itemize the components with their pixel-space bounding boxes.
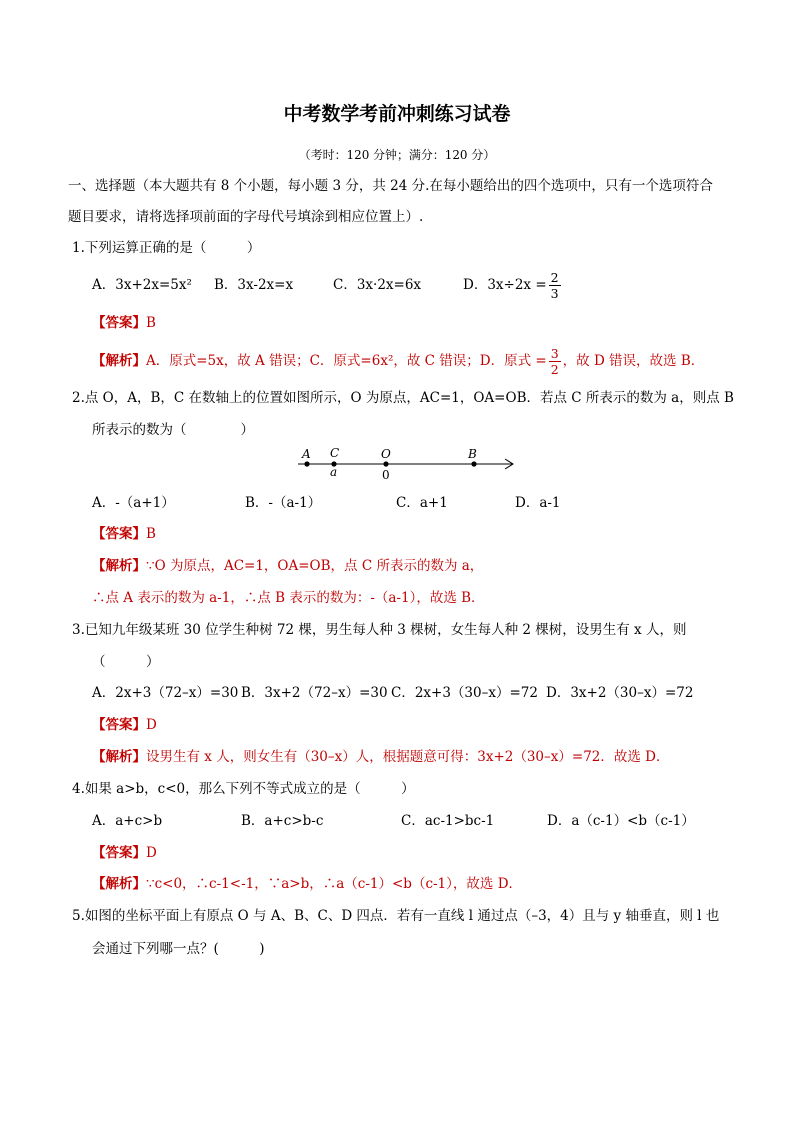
q4-option-d: D．a（c-1）<b（c-1） bbox=[547, 813, 695, 829]
q2-answer-value: B bbox=[146, 526, 156, 542]
q4-answer bbox=[92, 843, 157, 863]
point-o-dot bbox=[383, 461, 388, 466]
answer-tag: 【答案】 bbox=[92, 717, 146, 733]
fraction-denominator: 3 bbox=[550, 286, 559, 301]
exam-info: （考时：120 分钟；满分：120 分） bbox=[298, 148, 496, 162]
q1-analysis-fraction bbox=[549, 346, 561, 377]
section-instructions-line2: 题目要求，请将选择项前面的字母代号填涂到相应位置上）. bbox=[68, 209, 424, 225]
q2-answer bbox=[92, 524, 156, 544]
q2-stem-line2: 所表示的数为（ ） bbox=[92, 422, 254, 438]
q2-analysis-line1 bbox=[92, 556, 483, 576]
q1-analysis-text-end: ，故 D 错误，故选 B． bbox=[562, 353, 705, 369]
point-a-label: A bbox=[302, 447, 311, 461]
q1-analysis-text: A．原式=5x，故 A 错误；C．原式=6x²，故 C 错误；D．原式 = bbox=[146, 353, 547, 369]
q2-option-d: D．a-1 bbox=[515, 495, 561, 511]
q3-stem-line1: 3.已知九年级某班 30 位学生种树 72 棵，男生每人种 3 棵树，女生每人种 2 棵树，设男生有 x 人，则 bbox=[72, 622, 687, 638]
q4-option-c: C．ac-1>bc-1 bbox=[401, 813, 495, 829]
q2-stem-line1: 2.点 O，A，B，C 在数轴上的位置如图所示，O 为原点，AC=1，OA=OB．若点 C 所表示的数为 a，则点 B bbox=[72, 390, 734, 406]
fraction-numerator: 3 bbox=[550, 346, 559, 361]
q5-stem-line2: 会通过下列哪一点？( ) bbox=[92, 941, 265, 957]
q1-answer-value: B bbox=[146, 315, 156, 331]
q1-option-a: A．3x+2x=5x² bbox=[92, 277, 192, 293]
point-b-label: B bbox=[468, 447, 477, 461]
q3-answer-value: D bbox=[146, 717, 157, 733]
q4-option-a: A．a+c>b bbox=[92, 813, 163, 829]
number-line-figure bbox=[294, 444, 524, 484]
q3-answer bbox=[92, 715, 157, 735]
point-c-label: C bbox=[330, 446, 340, 460]
answer-tag: 【答案】 bbox=[92, 315, 146, 331]
q1-option-c: C．3x·2x=6x bbox=[333, 277, 422, 293]
q3-option-d: D．3x+2（30–x）=72 bbox=[546, 685, 694, 701]
origin-value-label: 0 bbox=[382, 468, 390, 482]
q2-analysis-line2: ∴点 A 表示的数为 a-1，∴点 B 表示的数为：-（a-1），故选 B． bbox=[92, 590, 485, 606]
analysis-tag: 【解析】 bbox=[92, 876, 146, 892]
point-b-dot bbox=[471, 461, 476, 466]
q2-analysis-text1: ∵O 为原点，AC=1，OA=OB，点 C 所表示的数为 a， bbox=[146, 558, 484, 574]
q4-analysis-text: ∵c<0，∴c-1<-1，∵a>b，∴a（c-1）<b（c-1），故选 D． bbox=[146, 876, 523, 892]
answer-tag: 【答案】 bbox=[92, 845, 146, 861]
q3-analysis-text: 设男生有 x 人，则女生有（30–x）人，根据题意可得：3x+2（30–x）=72．故选 D． bbox=[146, 749, 670, 765]
q3-stem-line2: （ ） bbox=[92, 654, 160, 670]
page-title: 中考数学考前冲刺练习试卷 bbox=[283, 103, 511, 125]
section-instructions-line1: 一、选择题（本大题共有 8 个小题，每小题 3 分，共 24 分.在每小题给出的四个选项中，只有一个选项符合 bbox=[68, 178, 713, 194]
q5-stem-line1: 5.如图的坐标平面上有原点 O 与 A、B、C、D 四点．若有一直线 l 通过点（–3，4）且与 y 轴垂直，则 l 也 bbox=[72, 908, 720, 924]
q4-analysis bbox=[92, 874, 522, 894]
point-o-label: O bbox=[381, 447, 391, 461]
q3-analysis bbox=[92, 747, 670, 767]
answer-tag: 【答案】 bbox=[92, 526, 146, 542]
point-c-value-label: a bbox=[330, 465, 338, 479]
analysis-tag: 【解析】 bbox=[92, 558, 146, 574]
fraction-numerator: 2 bbox=[550, 270, 559, 285]
q2-option-c: C．a+1 bbox=[396, 495, 448, 511]
q3-option-b: B．3x+2（72–x）=30 bbox=[241, 685, 388, 701]
q4-answer-value: D bbox=[146, 845, 157, 861]
q1-answer bbox=[92, 313, 156, 333]
q1-analysis bbox=[92, 341, 704, 381]
q3-option-a: A．2x+3（72–x）=30 bbox=[92, 685, 239, 701]
point-a-dot bbox=[304, 461, 309, 466]
q3-option-c: C．2x+3（30–x）=72 bbox=[391, 685, 538, 701]
q2-option-b: B．-（a-1） bbox=[245, 495, 322, 511]
q1-option-d-fraction bbox=[549, 270, 561, 301]
q4-stem: 4.如果 a>b，c<0，那么下列不等式成立的是（ ） bbox=[72, 781, 415, 797]
q1-option-b: B．3x-2x=x bbox=[214, 277, 294, 293]
analysis-tag: 【解析】 bbox=[92, 749, 146, 765]
q1-option-d-text: D．3x÷2x = bbox=[463, 277, 547, 293]
analysis-tag: 【解析】 bbox=[92, 353, 146, 369]
q2-option-a: A．-（a+1） bbox=[92, 495, 175, 511]
q1-option-d bbox=[463, 265, 563, 305]
fraction-denominator: 2 bbox=[550, 362, 559, 377]
q1-stem: 1.下列运算正确的是（ ） bbox=[72, 240, 261, 256]
q4-option-b: B．a+c>b-c bbox=[241, 813, 324, 829]
